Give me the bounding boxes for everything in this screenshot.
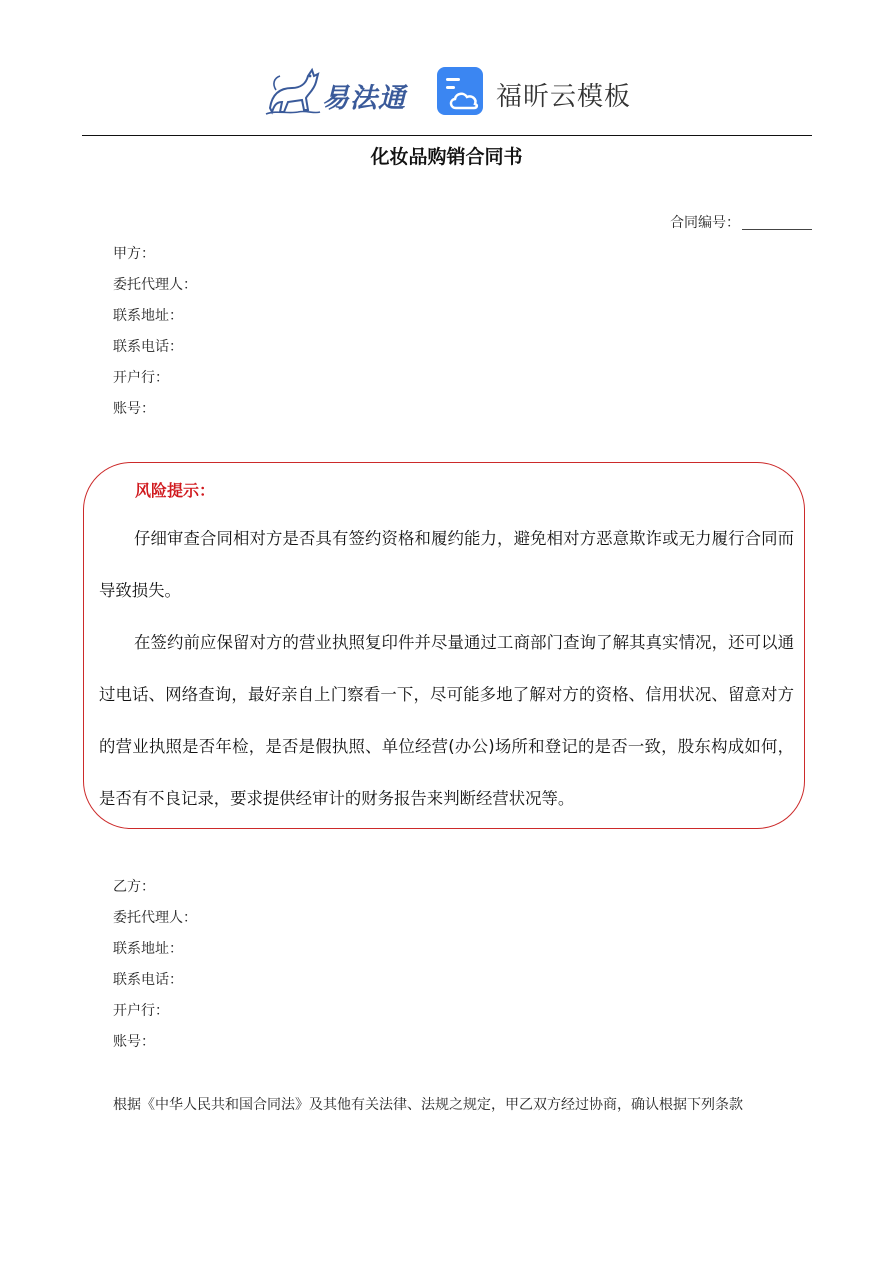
party-b-name: 乙方： — [113, 879, 155, 895]
party-b-bank: 开户行： — [113, 1003, 169, 1019]
party-b-agent: 委托代理人： — [113, 910, 197, 926]
party-a-address: 联系地址： — [113, 308, 183, 324]
party-a-phone: 联系电话： — [113, 339, 183, 355]
party-a-bank: 开户行： — [113, 370, 169, 386]
party-a-account: 账号： — [113, 401, 155, 417]
yifatong-logo-text: 易法通 — [322, 83, 406, 114]
party-b-account: 账号： — [113, 1034, 155, 1050]
qilin-horse-icon — [262, 64, 322, 118]
header-divider — [82, 135, 812, 136]
contract-number-label: 合同编号： — [670, 215, 740, 231]
foxit-template-logo-text: 福昕云模板 — [496, 82, 632, 112]
contract-number — [670, 212, 812, 232]
contract-number-blank — [742, 216, 812, 230]
risk-notice-paragraph: 仔细审查合同相对方是否具有签约资格和履约能力，避免相对方恶意欺诈或无力履行合同而导致损失。 — [99, 529, 794, 600]
party-a-agent: 委托代理人： — [113, 277, 197, 293]
yifatong-logo — [262, 64, 412, 118]
contract-basis-text: 根据《中华人民共和国合同法》及其他有关法律、法规之规定，甲乙双方经过协商，确认根据下列条款 — [113, 1097, 743, 1113]
foxit-template-logo — [436, 64, 636, 118]
risk-notice-title: 风险提示： — [135, 481, 216, 500]
page-header — [0, 58, 893, 122]
party-a-section — [113, 244, 197, 430]
party-b-section — [113, 877, 197, 1063]
document-title: 化妆品购销合同书 — [370, 146, 523, 168]
party-b-address: 联系地址： — [113, 941, 183, 957]
party-b-phone: 联系电话： — [113, 972, 183, 988]
party-a-name: 甲方： — [113, 246, 155, 262]
risk-notice-paragraph: 在签约前应保留对方的营业执照复印件并尽量通过工商部门查询了解其真实情况，还可以通过电话、网络查询，最好亲自上门察看一下，尽可能多地了解对方的资格、信用状况、留意对方的营业执照是否年检，是否是假执照、单位经营(办公)场所和登记的是否一致，股东构成如何，是否有不良记录，要求提供经审计的财务报告来判断经营状况等。 — [99, 633, 794, 808]
cloud-document-icon — [436, 66, 486, 116]
